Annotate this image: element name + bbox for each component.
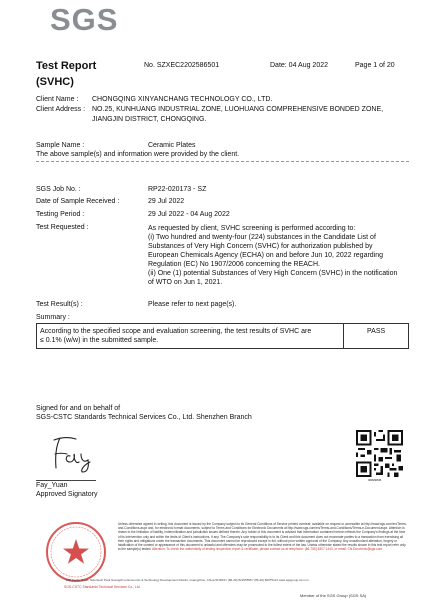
- sample-note: The above sample(s) and information were provided by the client.: [36, 151, 240, 158]
- testing-period-value: 29 Jul 2022 - 04 Aug 2022: [148, 211, 230, 218]
- received-label: Date of Sample Received :: [36, 198, 120, 205]
- client-address-line2: JIANGJIN DISTRICT, CHONGQING.: [92, 116, 207, 123]
- summary-box: [36, 323, 409, 349]
- summary-line: According to the specified scope and evaluation screening, the test results of SVHC are: [40, 328, 312, 335]
- client-address-label: Client Address :: [36, 106, 86, 113]
- summary-result: PASS: [367, 328, 386, 335]
- test-results-value: Please refer to next page(s).: [148, 301, 237, 308]
- requested-line: (i) Two hundred and twenty-four (224) substances in the Candidate List of: [148, 234, 376, 241]
- qr-caption: 30829836: [368, 478, 382, 482]
- sample-name-value: Ceramic Plates: [148, 142, 196, 149]
- client-address-line1: NO.25, KUNHUANG INDUSTRIAL ZONE, LUOHUANG COMPREHENSIVE BONDED ZONE,: [92, 106, 384, 113]
- report-number: No. SZXEC2202586501: [144, 62, 220, 69]
- company-seal-icon: [44, 520, 108, 584]
- client-name-value: CHONGQING XINYANCHANG TECHNOLOGY CO., LTD.: [92, 96, 273, 103]
- summary-line: ≤ 0.1% (w/w) in the submitted sample.: [40, 337, 159, 344]
- terms-text: Unless otherwise agreed in writing, this document is issued by the Company subject to its General Conditions of Service printed overleaf, available on request or accessible at http://www.sgs.com/en/Terms-and-Conditions.aspx and, for electronic format documents, subject to Terms and Conditions for Electronic Documents at http://www.sgs.com/en/Terms-and-Conditions/Terms-e-Document.aspx. Attention is drawn to the limitation of liability, indemnification and jurisdiction issues defined therein. Any holder of this document is advised that information contained hereon reflects the Company's findings at the time of its intervention only and within the limits of Client's instructions, if any. The Company's sole responsibility is to its Client and this document does not exonerate parties to a transaction from exercising all their rights and obligations under the transaction documents. This document cannot be reproduced except in full, without prior written approval of the Company. Any unauthorized alteration, forgery or falsification of the content or appearance of this document is unlawful and offenders may be prosecuted to the fullest extent of the law. Unless otherwise stated the results shown in this test report refer only to the sample(s) tested.: [118, 522, 407, 552]
- requested-line: Regulation (EC) No 1907/2006 concerning the REACH.: [148, 261, 320, 268]
- test-requested-text: [148, 224, 413, 287]
- client-name-label: Client Name :: [36, 96, 79, 103]
- report-title-line1: Test Report: [36, 60, 97, 72]
- requested-line: As requested by client, SVHC screening is performed according to:: [148, 225, 356, 232]
- attention-text: Attention: To check the authenticity of testing /inspection report & certificate, please contact us at telephone: (86-755) 8307 1443, or email: CN.Doccheck@sgs.com: [152, 547, 383, 552]
- qr-code-icon: [356, 430, 403, 477]
- job-no-label: SGS Job No. :: [36, 186, 81, 193]
- received-value: 29 Jul 2022: [148, 198, 185, 205]
- report-title: [36, 58, 96, 90]
- test-requested-label: Test Requested :: [36, 224, 89, 231]
- sample-name-label: Sample Name :: [36, 142, 85, 149]
- signed-line1: Signed for and on behalf of: [36, 405, 121, 412]
- requested-line: European Chemicals Agency (ECHA) on and before Jun 10, 2022 regarding: [148, 252, 384, 259]
- requested-line: Substances of Very High Concern (SVHC) for authorization published by: [148, 243, 373, 250]
- summary-divider: [343, 324, 344, 348]
- summary-text: [40, 327, 340, 345]
- report-date: Date: 04 Aug 2022: [270, 62, 328, 69]
- signatory-name: Fay_Yuan: [36, 482, 68, 489]
- handwritten-signature: [46, 432, 106, 474]
- report-title-line2: (SVHC): [36, 76, 74, 88]
- page-indicator: Page 1 of 20: [355, 62, 395, 69]
- signatory-role: Approved Signatory: [36, 491, 98, 498]
- signed-line2: SGS-CSTC Standards Technical Services Co., Ltd. Shenzhen Branch: [36, 414, 252, 421]
- requested-line: of WTO on Jun 1, 2021.: [148, 279, 223, 286]
- test-results-label: Test Result(s) :: [36, 301, 83, 308]
- testing-period-label: Testing Period :: [36, 211, 85, 218]
- footer-address: 198 Kezhu Road, Scientech Park Guangzhou Economic & Technology Development District, Guangzhou, China 510663 t (86-20) 82155555 f (86-20) 82075113 www.sgsgroup.com.cn: [66, 578, 309, 582]
- sgs-member-note: Member of the SGS Group (SGS SA): [300, 593, 367, 598]
- job-no-value: RP22-020173 - SZ: [148, 186, 207, 193]
- terms-disclaimer: [118, 522, 408, 576]
- summary-label: Summary :: [36, 314, 70, 321]
- section-divider: [36, 161, 409, 162]
- signature-line: [36, 480, 96, 481]
- requested-line: (ii) One (1) potential Substances of Very High Concern (SVHC) in the notification: [148, 270, 398, 277]
- sgs-logo: SGS: [50, 2, 119, 37]
- seal-caption: SGS-CSTC Standards Technical Services Co., Ltd.: [64, 585, 141, 589]
